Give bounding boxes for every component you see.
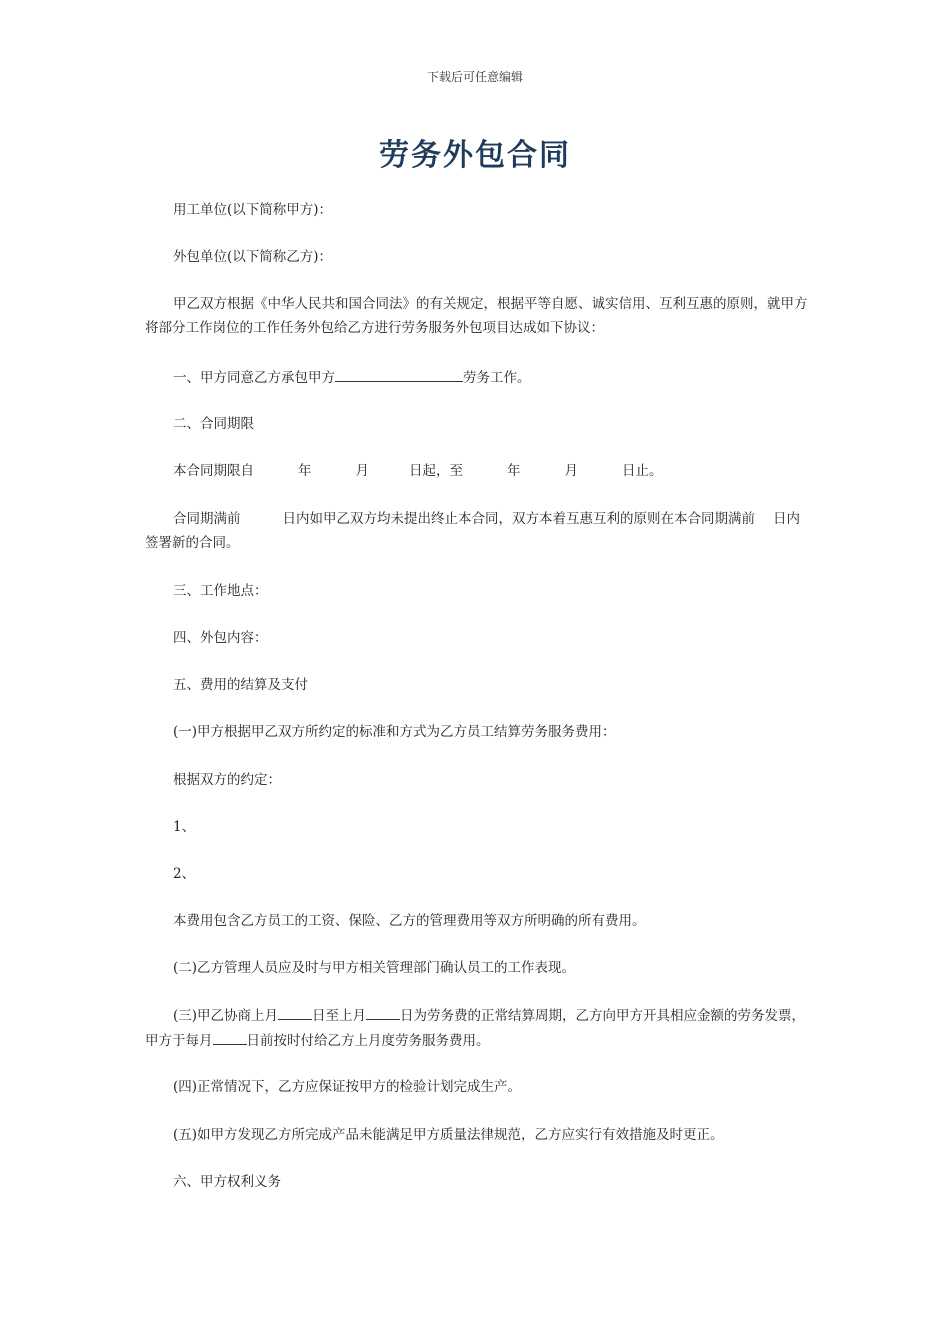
section-2-heading: 二、合同期限 bbox=[173, 416, 254, 432]
list-item-1: 1、 bbox=[173, 819, 196, 835]
blank-line bbox=[335, 365, 463, 382]
term-day-to: 日止。 bbox=[622, 463, 663, 479]
renewal-text-a: 合同期满前 bbox=[173, 511, 241, 527]
term-year: 年 bbox=[298, 463, 312, 479]
renewal-text-b: 日内如甲乙双方均未提出终止本合同，双方本着互惠互利的原则在本合同期满前 bbox=[282, 511, 755, 527]
clause-3-text-a: (三)甲乙协商上月 bbox=[173, 1008, 279, 1024]
fees-include-line: 本费用包含乙方员工的工资、保险、乙方的管理费用等双方所明确的所有费用。 bbox=[173, 913, 646, 929]
preamble-paragraph: 甲乙双方根据《中华人民共和国合同法》的有关规定，根据平等自愿、诚实信用、互利互惠的原则，就甲方将部分工作岗位的工作任务外包给乙方进行劳务服务外包项目达成如下协议： bbox=[145, 296, 808, 336]
renewal-text-c: 日内签署新的合同。 bbox=[145, 511, 800, 551]
clause-3-text-d: 发票，甲方于每月 bbox=[145, 1008, 806, 1049]
section-5-clause-2: (二)乙方管理人员应及时与甲方相关管理部门确认员工的工作表现。 bbox=[173, 960, 576, 976]
section-5-clause-5: (五)如甲方发现乙方所完成产品未能满足甲方质量法律规范，乙方应实行有效措施及时更正。 bbox=[173, 1127, 724, 1143]
blank-line bbox=[278, 1003, 312, 1020]
clause-3-text-c: 日为劳务费的正常结算周期，乙方向甲方开具相应金额的劳务 bbox=[400, 1008, 765, 1024]
section-3-location: 三、工作地点： bbox=[173, 583, 268, 599]
blank-line bbox=[213, 1028, 247, 1045]
party-b-line: 外包单位(以下简称乙方)： bbox=[173, 249, 333, 265]
term-year-end: 年 bbox=[507, 463, 521, 479]
list-item-2: 2、 bbox=[173, 866, 196, 882]
term-month: 月 bbox=[355, 463, 369, 479]
section-6-heading: 六、甲方权利义务 bbox=[173, 1174, 281, 1190]
clause-3-text-b: 日至上月 bbox=[312, 1008, 367, 1024]
agreement-line: 根据双方的约定： bbox=[173, 772, 281, 788]
term-month-end: 月 bbox=[564, 463, 578, 479]
section-1-scope bbox=[145, 365, 810, 390]
section-5-clause-1: (一)甲方根据甲乙双方所约定的标准和方式为乙方员工结算劳务服务费用： bbox=[173, 724, 616, 740]
term-text: 本合同期限自 bbox=[173, 463, 254, 479]
section-1-text-after: 劳务工作。 bbox=[463, 370, 531, 386]
clause-3-text-e: 日前按时付给乙方上月度劳务服务费用。 bbox=[246, 1033, 490, 1049]
contract-term-line bbox=[145, 459, 810, 483]
renewal-paragraph bbox=[145, 507, 810, 555]
section-4-content: 四、外包内容： bbox=[173, 630, 268, 646]
section-1-text-before: 一、甲方同意乙方承包甲方 bbox=[173, 370, 335, 386]
document-title: 劳务外包合同 bbox=[379, 138, 571, 173]
blank-line bbox=[366, 1003, 400, 1020]
header-note: 下载后可任意编辑 bbox=[426, 70, 523, 84]
section-5-clause-4: (四)正常情况下，乙方应保证按甲方的检验计划完成生产。 bbox=[173, 1079, 522, 1095]
party-a-line: 用工单位(以下简称甲方)： bbox=[173, 202, 333, 218]
section-5-heading: 五、费用的结算及支付 bbox=[173, 677, 308, 693]
section-5-clause-3 bbox=[145, 1003, 810, 1053]
term-day-from: 日起，至 bbox=[409, 463, 463, 479]
